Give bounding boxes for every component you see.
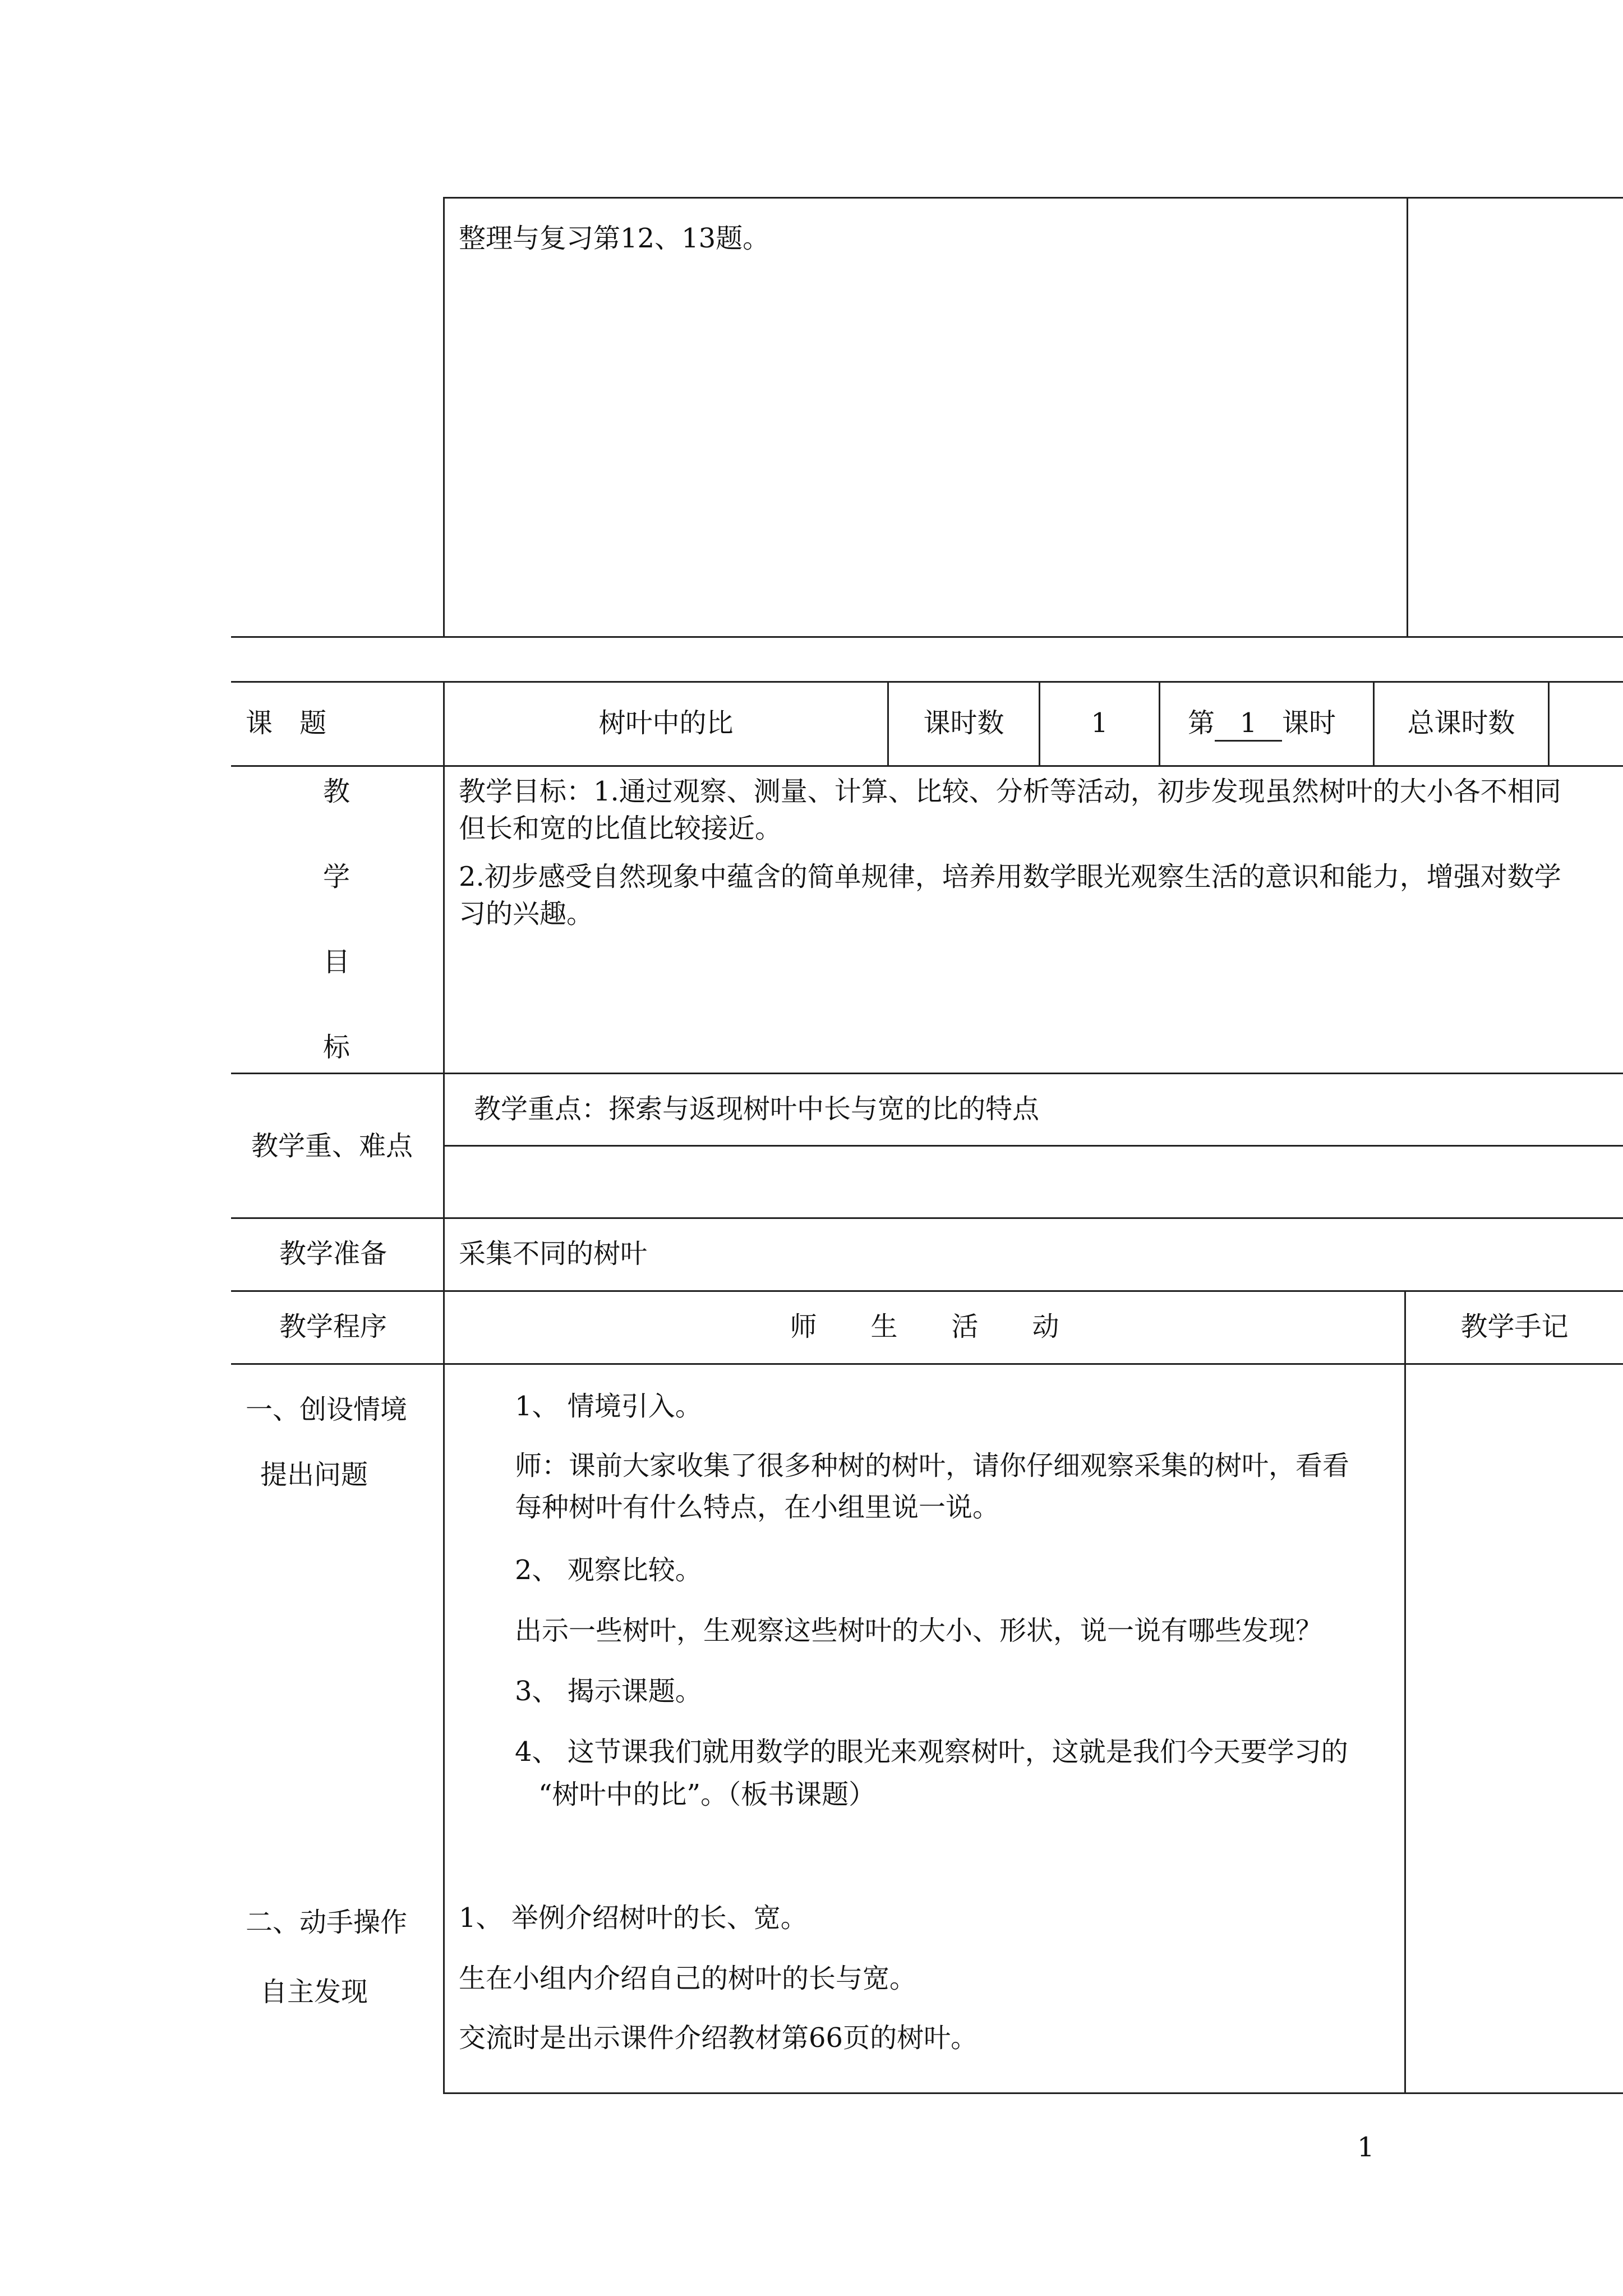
table-border xyxy=(231,1363,1623,1365)
lesson-number-field xyxy=(1188,705,1336,742)
activity-line: “树叶中的比”。（板书课题） xyxy=(538,1779,876,1810)
review-note: 整理与复习第12、13题。 xyxy=(459,223,770,254)
table-border xyxy=(231,765,1623,767)
table-border xyxy=(1159,681,1160,765)
table-border xyxy=(443,2092,1623,2094)
objectives-line: 但长和宽的比值比较接近。 xyxy=(459,813,782,844)
objectives-line: 教学目标：1.通过观察、测量、计算、比较、分析等活动，初步发现虽然树叶的大小各不相同 xyxy=(459,776,1561,807)
table-border xyxy=(231,1217,1623,1219)
activity-line: 1、 举例介绍树叶的长、宽。 xyxy=(459,1902,808,1934)
objectives-line: 习的兴趣。 xyxy=(459,898,594,930)
stage-subtitle: 自主发现 xyxy=(260,1976,368,2008)
stage-subtitle: 提出问题 xyxy=(260,1459,368,1490)
table-border xyxy=(443,197,1623,199)
activity-line: 3、 揭示课题。 xyxy=(515,1676,702,1707)
notes-col-header: 教学手记 xyxy=(1460,1311,1569,1342)
activity-line: 1、 情境引入。 xyxy=(515,1391,702,1422)
objectives-label-char: 学 xyxy=(323,861,351,892)
activity-line: 生在小组内介绍自己的树叶的长与宽。 xyxy=(459,1963,917,1994)
program-col-header: 教学程序 xyxy=(279,1311,388,1342)
table-border xyxy=(1548,681,1550,765)
table-border xyxy=(443,1145,1623,1147)
lesson-suffix: 课时 xyxy=(1282,707,1336,739)
table-border xyxy=(443,197,445,636)
objectives-line: 2.初步感受自然现象中蕴含的简单规律，培养用数学眼光观察生活的意识和能力，增强对数学 xyxy=(459,861,1561,892)
topic-label: 课 题 xyxy=(246,707,327,739)
total-hours-label: 总课时数 xyxy=(1407,707,1515,739)
page-number: 1 xyxy=(1357,2132,1375,2163)
preparation-value: 采集不同的树叶 xyxy=(459,1238,648,1269)
key-points-label: 教学重、难点 xyxy=(251,1130,413,1162)
table-border xyxy=(1404,1290,1406,2092)
hours-label: 课时数 xyxy=(923,707,1004,739)
activity-col-header: 师 生 活 动 xyxy=(790,1311,1059,1342)
activity-line: 2、 观察比较。 xyxy=(515,1554,702,1586)
objectives-label-char: 教 xyxy=(323,776,351,807)
activity-line: 出示一些树叶，生观察这些树叶的大小、形状，说一说有哪些发现？ xyxy=(515,1615,1323,1646)
lesson-prefix: 第 xyxy=(1188,707,1215,739)
objectives-label-char: 目 xyxy=(323,946,351,978)
preparation-label: 教学准备 xyxy=(279,1238,388,1269)
table-border xyxy=(231,1073,1623,1074)
objectives-label-char: 标 xyxy=(323,1032,351,1063)
topic-value: 树叶中的比 xyxy=(598,707,734,739)
activity-line: 4、 这节课我们就用数学的眼光来观察树叶，这就是我们今天要学习的 xyxy=(515,1736,1348,1768)
table-border xyxy=(231,681,1623,683)
activity-line: 交流时是出示课件介绍教材第66页的树叶。 xyxy=(459,2022,978,2054)
table-border xyxy=(1407,197,1408,636)
key-points-focus: 教学重点：探索与返现树叶中长与宽的比的特点 xyxy=(474,1093,1040,1125)
table-border xyxy=(231,636,1623,638)
hours-value: 1 xyxy=(1091,707,1108,739)
activity-line: 师：课前大家收集了很多种树的树叶，请你仔细观察采集的树叶，看看 xyxy=(515,1450,1350,1481)
lesson-number: 1 xyxy=(1215,706,1282,742)
stage-title: 一、创设情境 xyxy=(246,1394,408,1425)
table-border xyxy=(231,1290,1623,1292)
stage-title: 二、动手操作 xyxy=(246,1907,408,1938)
activity-line: 每种树叶有什么特点，在小组里说一说。 xyxy=(515,1492,1000,1523)
table-border xyxy=(443,681,445,2092)
